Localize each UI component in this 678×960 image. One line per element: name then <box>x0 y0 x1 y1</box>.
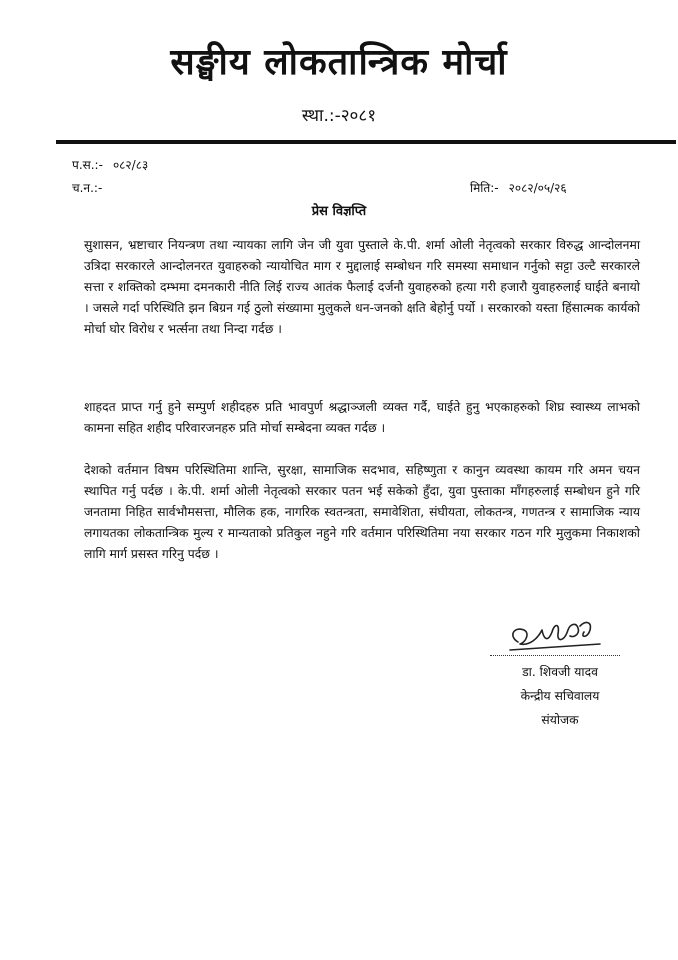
signatory-office: केन्द्रीय सचिवालय <box>520 689 600 703</box>
cn-label: च.न.:- <box>72 181 103 195</box>
date-value: २०८२/०५/२६ <box>508 181 567 195</box>
paragraph-2: शाहदत प्राप्त गर्नु हुने सम्पुर्ण शहीदहरु प्रति भावपुर्ण श्रद्धाञ्जली व्यक्त गर्दै, घाईते हुनु भएकाहरुको शिघ्र स्वास्थ्य लाभको कामना सहित शहीद परिवारजनहरु प्रति मोर्चा सम्बेदना व्यक्त गर्दछ । <box>84 400 640 435</box>
organization-name: सङ्घीय लोकतान्त्रिक मोर्चा <box>170 42 508 83</box>
signatory-name: डा. शिवजी यादव <box>522 665 598 679</box>
date-label: मिति:- <box>470 181 499 195</box>
signatory-role: संयोजक <box>541 713 579 727</box>
paragraph-1: सुशासन, भ्रष्टाचार नियन्त्रण तथा न्यायका लागि जेन जी युवा पुस्ताले के.पी. शर्मा ओली नेतृत्वको सरकार विरुद्ध आन्दोलनमा उत्रिदा सरकारले आन्दोलनरत युवाहरुको न्यायोचित माग र मुद्दालाई सम्बोधन गरि समस्या समाधान गर्नुको सट्टा उल्टै सरकारले सत्ता र शक्तिको दम्भमा दमनकारी नीति लिई राज्य आतंक फैलाई दर्जनौ युवाहरुको हत्या गरी हजारौ युवाहरुलाई घाईते बनायो । जसले गर्दा परिस्थिति झन बिग्रन गई ठुलो संख्यामा मुलुकले धन-जनको क्षति बेहोर्नु पर्यो । सरकारको यस्ता हिंसात्मक कार्यको मोर्चा घोर विरोध र भर्त्सना तथा निन्दा गर्दछ । <box>84 238 640 336</box>
ps-label: प.स.:- <box>72 158 103 172</box>
reference-number-row <box>72 157 148 173</box>
paragraph-3: देशको वर्तमान विषम परिस्थितिमा शान्ति, सुरक्षा, सामाजिक सदभाव, सहिष्णुता र कानुन व्यवस्था कायम गरि अमन चयन स्थापित गर्नु पर्दछ । के.पी. शर्मा ओली नेतृत्वको सरकार पतन भई सकेको हुँदा, युवा पुस्ताका माँगहरुलाई सम्बोधन हुने गरि जनतामा निहित सार्वभौमसत्ता, मौलिक हक, नागरिक स्वतन्त्रता, समावेशिता, संघीयता, लोकतन्त्र, गणतन्त्र र सामाजिक न्याय लगायतका लोकतान्त्रिक मुल्य र मान्यताको प्रतिकुल नहुने गरि वर्तमान परिस्थितिमा नया सरकार गठन गरि मुलुकमा निकाशको लागि मार्ग प्रसस्त गरिनु पर्दछ । <box>84 463 640 561</box>
ps-value: ०८२/८३ <box>112 158 149 172</box>
handwritten-signature <box>500 612 610 654</box>
date-row <box>470 180 567 196</box>
header-divider <box>56 140 676 144</box>
dispatch-number-row <box>72 180 112 196</box>
press-release-heading: प्रेस विज्ञप्ति <box>311 204 367 219</box>
signature-line <box>490 655 620 656</box>
established-year: स्था.:-२०८१ <box>301 106 377 126</box>
